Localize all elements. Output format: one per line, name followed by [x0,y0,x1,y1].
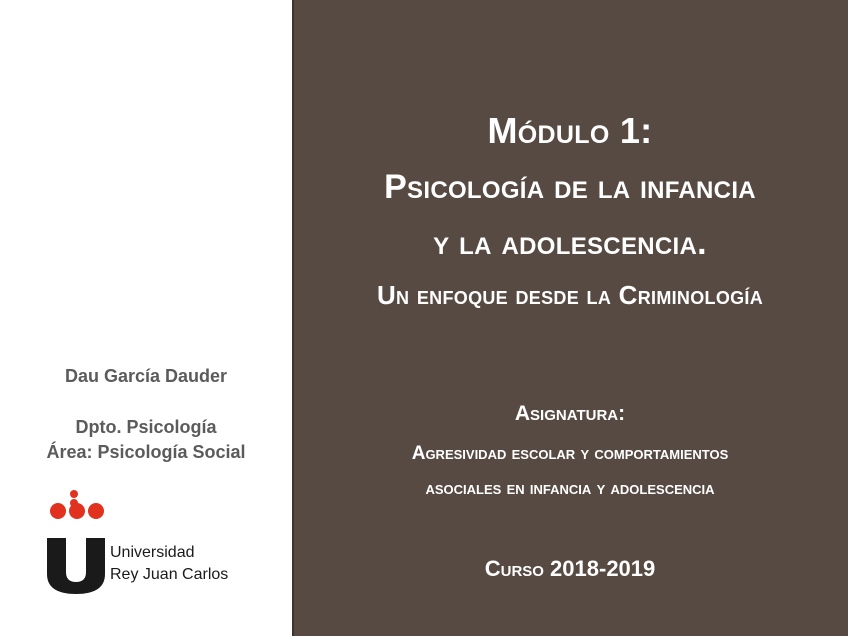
module-title: Módulo 1: [487,110,653,151]
title-panel [292,0,848,636]
author-department: Dpto. Psicología [75,417,217,437]
subject-label: Asignatura: [514,402,626,425]
module-subtitle-line1: Psicología de la infancia [384,168,756,206]
logo-text-universidad: Universidad [110,544,195,561]
author-name: Dau García Dauder [64,366,228,386]
subject-name-line2: asociales en infancia y adolescencia [425,478,715,499]
subject-name-line1: Agresividad escolar y comportamientos [411,443,729,464]
module-subtitle-line2: y la adolescencia. [433,224,707,262]
module-approach: Un enfoque desde la Criminología [376,280,764,310]
course-year: Curso 2018-2019 [484,556,656,581]
author-area: Área: Psicología Social [46,442,246,462]
logo-text-rey-juan-carlos: Rey Juan Carlos [110,566,229,583]
